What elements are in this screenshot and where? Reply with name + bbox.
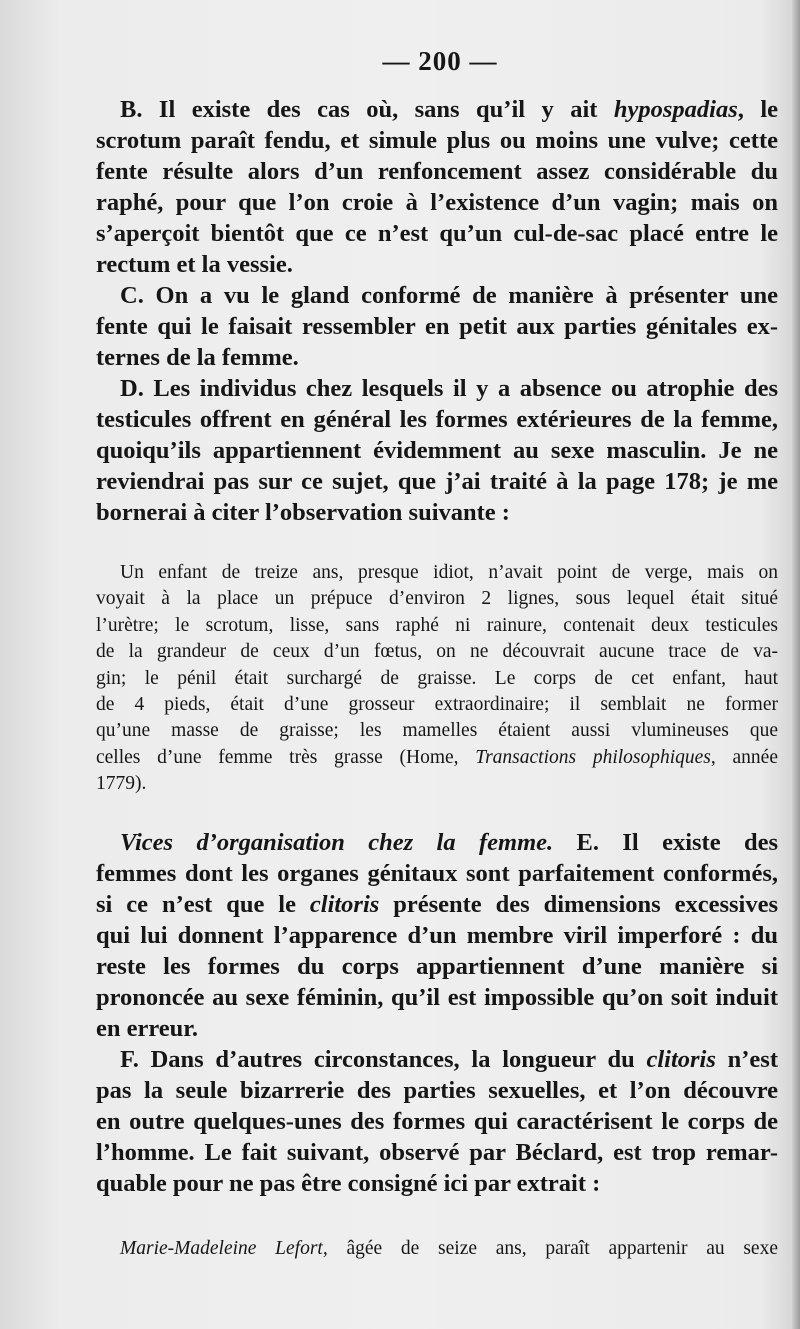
text-line: pas la seule bizarrerie des parties sexuelles, et l’on découvre <box>96 1077 778 1104</box>
text-line: ternes de la femme. <box>96 344 299 371</box>
text-line: C. On a vu le gland conformé de manière à présenter une <box>120 282 778 309</box>
text-line: de la grandeur de ceux d’un fœtus, on ne découvrait aucune trace de va- <box>96 641 778 663</box>
text-line: quable pour ne pas être consigné ici par extrait : <box>96 1170 601 1197</box>
text-line: fente qui le faisait ressembler en petit aux parties génitales ex- <box>96 313 778 340</box>
text-line: s’aperçoit bientôt que ce n’est qu’un cul-de-sac placé entre le <box>96 220 778 247</box>
text-line: Un enfant de treize ans, presque idiot, n’avait point de verge, mais on <box>120 562 778 583</box>
observation-lefort <box>96 1236 778 1262</box>
text-line: celles d’une femme très grasse (Home, Transactions philosophiques, année <box>96 746 778 768</box>
text-line: rectum et la vessie. <box>96 251 293 278</box>
italic-term: Marie-Madeleine Lefort, <box>120 1238 328 1259</box>
text-line: B. Il existe des cas où, sans qu’il y ait hypospadias, le <box>120 96 778 123</box>
italic-term: Vices d’organisation chez la femme. <box>120 829 554 856</box>
text-line: prononcée au sexe féminin, qu’il est impossible qu’on soit induit <box>96 984 778 1011</box>
text-line: Vices d’organisation chez la femme. E. Il existe des <box>120 829 778 856</box>
text-line: en erreur. <box>96 1015 199 1042</box>
italic-term: Transactions philosophiques <box>475 746 711 768</box>
text-line: scrotum paraît fendu, et simule plus ou moins une vulve; cette <box>96 127 778 154</box>
text-line: Marie-Madeleine Lefort, âgée de seize ans, paraît appartenir au sexe <box>120 1238 778 1259</box>
observation-quote <box>96 560 778 798</box>
text-line: gin; le pénil était surchargé de graisse. Le corps de cet enfant, haut <box>96 667 778 689</box>
text-line: voyait à la place un prépuce d’environ 2 lignes, sous lequel était situé <box>96 588 778 610</box>
text-line: raphé, pour que l’on croie à l’existence d’un vagin; mais on <box>96 189 778 216</box>
text-line: D. Les individus chez lesquels il y a absence ou atrophie des <box>120 375 778 402</box>
text-line: F. Dans d’autres circonstances, la longueur du clitoris n’est <box>120 1046 778 1073</box>
text-line: bornerai à citer l’observation suivante : <box>96 499 510 526</box>
text-line: reste les formes du corps appartiennent d’une manière si <box>96 953 778 980</box>
text-line: de 4 pieds, était d’une grosseur extraordinaire; il semblait ne former <box>96 693 778 715</box>
text-line: qu’une masse de graisse; les mamelles étaient aussi vlumineuses que <box>96 720 778 742</box>
italic-term: clitoris <box>646 1046 716 1073</box>
italic-term: clitoris <box>309 891 380 918</box>
paragraphs-b-c-d <box>96 94 778 528</box>
text-line: si ce n’est que le clitoris présente des dimensions excessives <box>96 891 778 918</box>
text-line: reviendrai pas sur ce sujet, que j’ai traité à la page 178; je me <box>96 468 778 495</box>
text-line: qui lui donnent l’apparence d’un membre viril imperforé : du <box>96 922 778 949</box>
text-line: fente résulte alors d’un renfoncement assez considérable du <box>96 158 778 185</box>
italic-term: hypospadias <box>613 96 738 123</box>
text-line: quoiqu’ils appartiennent évidemment au sexe masculin. Je ne <box>96 437 778 464</box>
text-line: testicules offrent en général les formes extérieures de la femme, <box>96 406 778 433</box>
text-line: femmes dont les organes génitaux sont parfaitement conformés, <box>96 860 778 887</box>
page-number: — 200 — <box>382 46 498 76</box>
text-line: 1779). <box>96 773 147 795</box>
page-edge <box>792 0 800 1329</box>
text-line: l’urètre; le scrotum, lisse, sans raphé ni rainure, contenait deux testicules <box>96 614 778 636</box>
paragraphs-e-f <box>96 827 778 1199</box>
text-line: l’homme. Le fait suivant, observé par Béclard, est trop remar- <box>96 1139 778 1166</box>
text-line: en outre quelques-unes des formes qui caractérisent le corps de <box>96 1108 778 1135</box>
